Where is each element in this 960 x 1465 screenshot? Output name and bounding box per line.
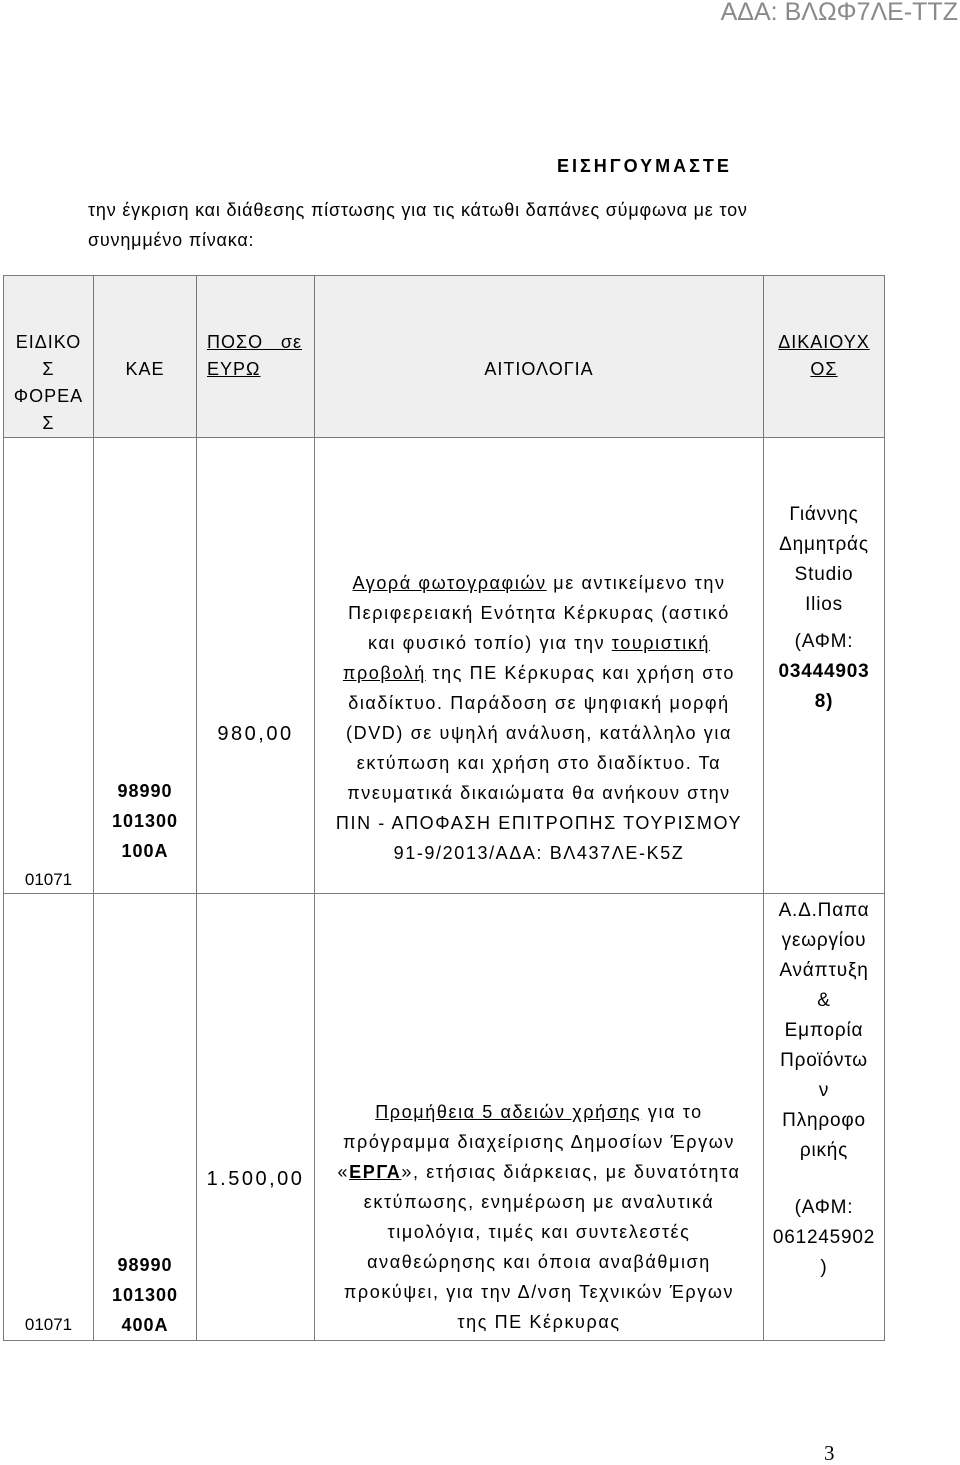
tax-id-line: (ΑΦΜ: (794, 1197, 854, 1218)
description-line (315, 1097, 763, 1127)
header-line: ΑΙΤΙΟΛΟΓΙΑ (484, 359, 594, 379)
text-segment: « (337, 1162, 350, 1182)
underlined-text: Αγορά φωτογραφιών (352, 573, 547, 593)
beneficiary-line: ρικής (799, 1140, 849, 1161)
header-line: ΟΣ (810, 359, 838, 379)
description-line (315, 658, 763, 688)
underlined-text: τουριστική (611, 633, 710, 653)
intro-paragraph (88, 195, 748, 255)
header-line: ΔΙΚΑΙΟΥΧ (778, 332, 870, 352)
table-header-row (4, 276, 885, 438)
ada-code: ΑΔΑ: ΒΛΩΦ7ΛΕ-ΤΤΖ (720, 0, 958, 26)
beneficiary-line: Ανάπτυξη (779, 960, 869, 981)
section-title: ΕΙΣΗΓΟΥΜΑΣΤΕ (557, 156, 732, 176)
kae-cell (94, 894, 197, 1341)
beneficiary-cell (764, 438, 885, 894)
beneficiary-line: Πληροφο (782, 1110, 866, 1131)
description-line: πνευματικά δικαιώματα θα ανήκουν στην (347, 783, 731, 803)
header-line: Σ (42, 359, 55, 379)
description-line: Περιφερειακή Ενότητα Κέρκυρας (αστικό (348, 603, 730, 623)
beneficiary-line: Α.Δ.Παπα (778, 900, 870, 921)
header-line: ΕΥΡΩ (207, 359, 261, 379)
tax-id-line: (ΑΦΜ: (794, 631, 854, 652)
description-line: 91-9/2013/ΑΔΑ: ΒΛ437ΛΕ-Κ5Ζ (393, 843, 685, 863)
amount-value: 1.500,00 (206, 1168, 305, 1190)
beneficiary-cell (764, 894, 885, 1341)
intro-line: την έγκριση και διάθεσης πίστωσης για τις κάτωθι δαπάνες σύμφωνα με τον (88, 200, 748, 220)
bold-text: 03444903 (778, 661, 870, 682)
reason-cell (315, 894, 764, 1341)
beneficiary-line: γεωργίου (781, 930, 867, 951)
beneficiary-line: Ilios (805, 594, 843, 615)
tax-id-line (764, 657, 884, 687)
expenses-table (3, 275, 885, 1341)
header-reason (315, 276, 764, 438)
beneficiary-line: ν (818, 1080, 830, 1101)
amount-cell (197, 894, 315, 1341)
underlined-text: ΕΡΓΑ (349, 1162, 402, 1182)
fund-cell (4, 894, 94, 1341)
kae-cell (94, 438, 197, 894)
header-kae (94, 276, 197, 438)
beneficiary-line: Studio (794, 564, 854, 585)
description-line: τιμολόγια, τιμές και συντελεστές (387, 1222, 691, 1242)
description-line: πρόγραμμα διαχείρισης Δημοσίων Έργων (343, 1132, 735, 1152)
fund-code: 01071 (24, 870, 73, 889)
reason-cell (315, 438, 764, 894)
beneficiary-line: Εμπορία (784, 1020, 864, 1041)
amount-cell (197, 438, 315, 894)
description-line: ΠΙΝ - ΑΠΟΦΑΣΗ ΕΠΙΤΡΟΠΗΣ ΤΟΥΡΙΣΜΟΥ (335, 813, 743, 833)
description-line: εκτύπωσης, ενημέρωση με αναλυτικά (363, 1192, 715, 1212)
beneficiary-name (764, 896, 884, 1166)
reason-text (315, 568, 763, 868)
header-line: ΦΟΡΕΑ (13, 386, 84, 406)
beneficiary-tax-id (764, 1193, 884, 1283)
beneficiary-line: Γιάννης (789, 504, 859, 525)
table-row (4, 894, 885, 1341)
header-line: ΠΟΣΟ σε (207, 332, 302, 352)
fund-cell (4, 438, 94, 894)
description-line (315, 568, 763, 598)
reason-text (315, 1097, 763, 1337)
beneficiary-tax-id (764, 627, 884, 717)
page-number: 3 (824, 1441, 835, 1465)
table-row (4, 438, 885, 894)
underlined-text: Προμήθεια 5 αδειών χρήσης (375, 1102, 642, 1122)
description-line: της ΠΕ Κέρκυρας (457, 1312, 621, 1332)
description-line: προκύψει, για την Δ/νση Τεχνικών Έργων (343, 1282, 735, 1302)
kae-line: 101300 (111, 1285, 179, 1305)
description-line: αναθεώρησης και όποια αναβάθμιση (367, 1252, 711, 1272)
description-line (315, 1157, 763, 1187)
kae-line: 400Α (121, 1315, 169, 1335)
description-line: διαδίκτυο. Παράδοση σε ψηφιακή μορφή (348, 693, 730, 713)
header-beneficiary (764, 276, 885, 438)
header-fund (4, 276, 94, 438)
amount-value: 980,00 (217, 723, 294, 745)
header-amount (197, 276, 315, 438)
beneficiary-line: & (817, 990, 831, 1011)
text-segment: και φυσικό τοπίο) για την (368, 633, 612, 653)
intro-line: συνημμένο πίνακα: (88, 230, 255, 250)
header-line: Σ (42, 413, 55, 433)
description-line: (DVD) σε υψηλή ανάλυση, κατάλληλο για (346, 723, 732, 743)
bold-text: 8) (814, 691, 834, 712)
kae-line: 101300 (111, 811, 179, 831)
text-segment: για το (641, 1102, 703, 1122)
beneficiary-line: Προϊόντω (780, 1050, 868, 1071)
kae-line: 98990 (117, 1255, 173, 1275)
description-line: εκτύπωση και χρήση στο διαδίκτυο. Τα (356, 753, 722, 773)
header-line: ΕΙΔΙΚΟ (15, 332, 82, 352)
description-line (315, 628, 763, 658)
text-segment: με αντικείμενο την (546, 573, 726, 593)
fund-code: 01071 (24, 1315, 73, 1334)
tax-id-line: 061245902 (772, 1227, 876, 1248)
underlined-text: προβολή (342, 663, 426, 683)
kae-line: 100Α (121, 841, 169, 861)
beneficiary-line: Δημητράς (779, 534, 869, 555)
kae-line: 98990 (117, 781, 173, 801)
header-line: ΚΑΕ (125, 359, 165, 379)
tax-id-line: ) (820, 1257, 828, 1278)
text-segment: της ΠΕ Κέρκυρας και χρήση στο (425, 663, 736, 683)
text-segment: », ετήσιας διάρκειας, με δυνατότητα (401, 1162, 741, 1182)
beneficiary-name (764, 500, 884, 620)
tax-id-line (764, 687, 884, 717)
